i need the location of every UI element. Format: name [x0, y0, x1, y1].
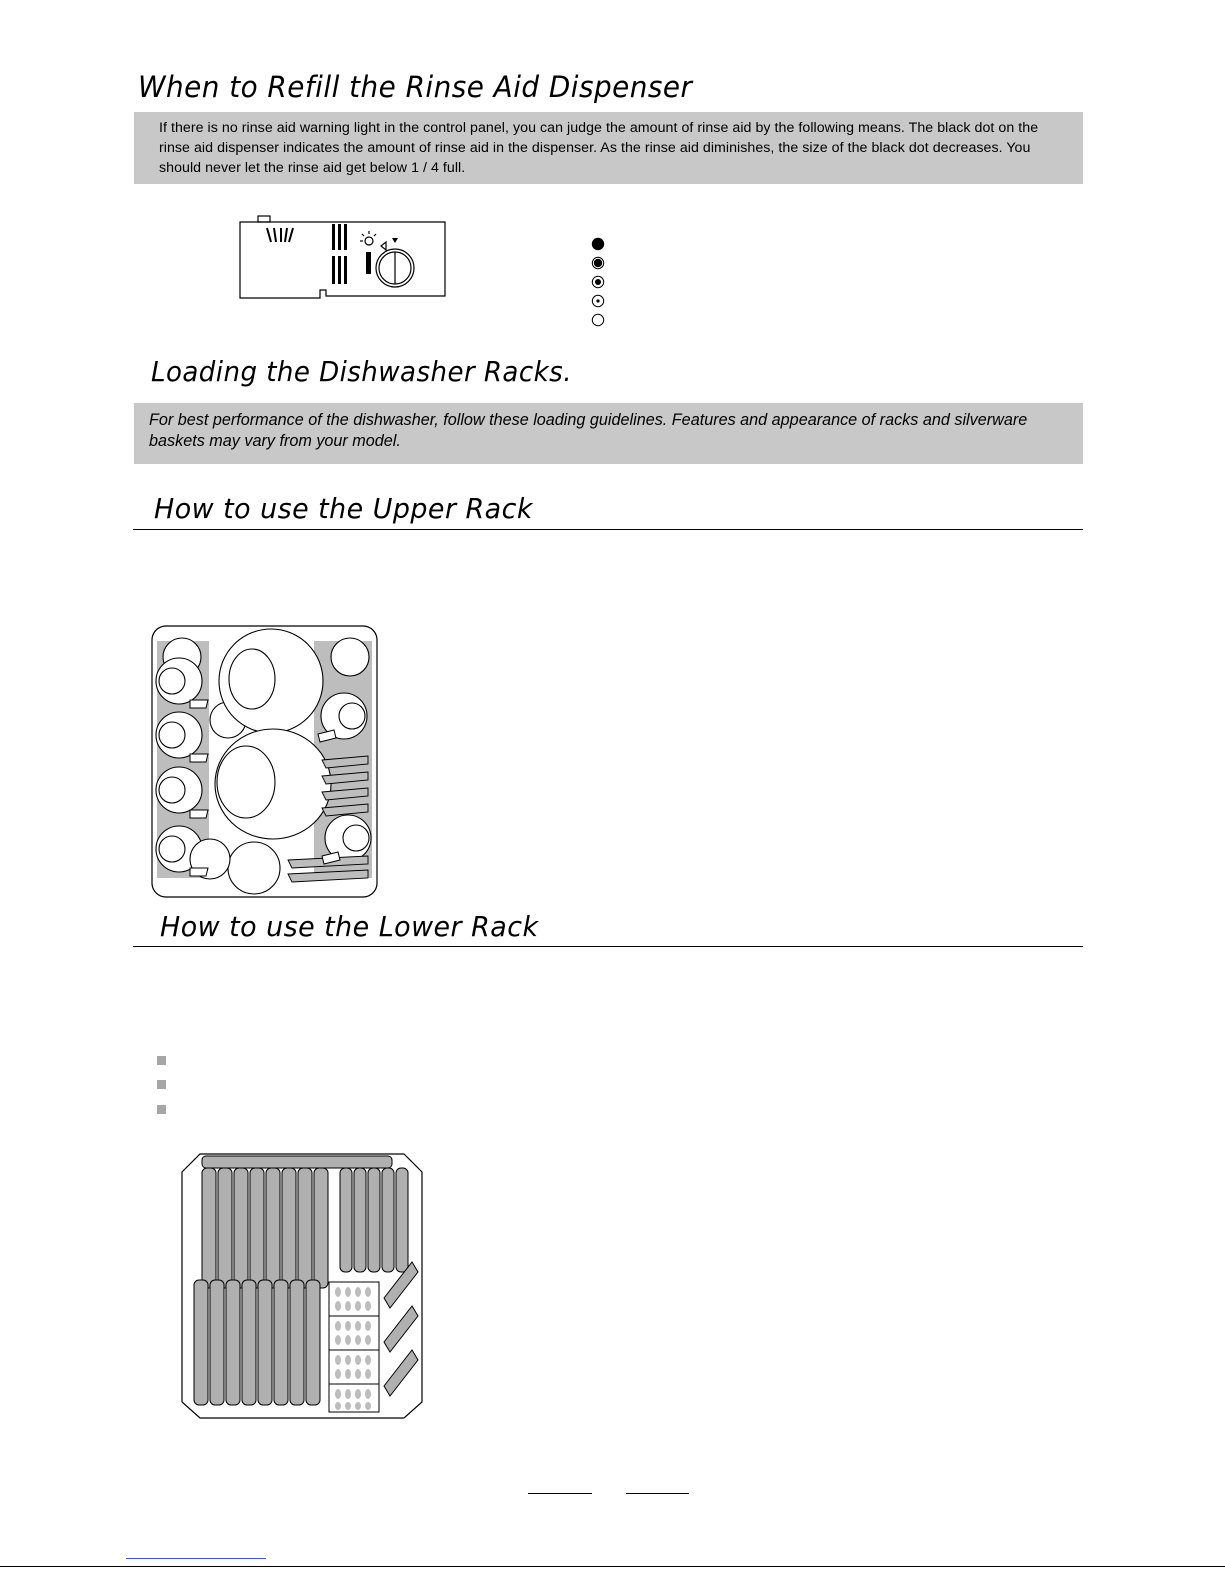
rinse-aid-info-text: If there is no rinse aid warning light in the control panel, you can judge the amount of rinse aid by the following means. The black dot on the rinse aid dispenser indicates the amount of rinse aid in the dispenser. As the rinse aid diminishes, the size of the black dot decreases. You should never let the rinse aid get below 1 / 4 full. — [159, 120, 1039, 176]
level-quarter-dot — [596, 299, 599, 302]
list-bullet — [157, 1105, 166, 1114]
list-bullet — [157, 1056, 166, 1065]
footer-line-left — [528, 1493, 592, 1494]
rinse-aid-heading: When to Refill the Rinse Aid Dispenser — [138, 70, 693, 104]
list-bullet — [157, 1080, 166, 1089]
rinse-aid-info-box — [134, 112, 1083, 184]
level-full-dot — [592, 238, 604, 250]
rinse-level-indicator — [590, 236, 608, 330]
lower-rack-illustration — [178, 1150, 428, 1422]
upper-rack-illustration — [150, 624, 380, 900]
loading-info-text: For best performance of the dishwasher, follow these loading guidelines. Features and appearance of racks and silverware baskets may vary from your model. — [149, 411, 1028, 450]
lower-rack-divider — [133, 946, 1083, 947]
lower-rack-heading: How to use the Lower Rack — [160, 910, 539, 943]
upper-rack-heading: How to use the Upper Rack — [154, 492, 533, 525]
page-bottom-rule — [0, 1566, 1225, 1567]
loading-info-box — [134, 403, 1083, 464]
footer-line-right — [626, 1493, 689, 1494]
loading-racks-heading: Loading the Dishwasher Racks. — [151, 355, 572, 388]
upper-rack-divider — [133, 529, 1083, 530]
footer-link-underline — [126, 1558, 266, 1559]
rinse-aid-dispenser-illustration — [236, 212, 448, 304]
level-empty-dot — [592, 314, 603, 325]
level-three-quarter-dot — [594, 259, 602, 267]
level-half-dot — [595, 279, 601, 285]
